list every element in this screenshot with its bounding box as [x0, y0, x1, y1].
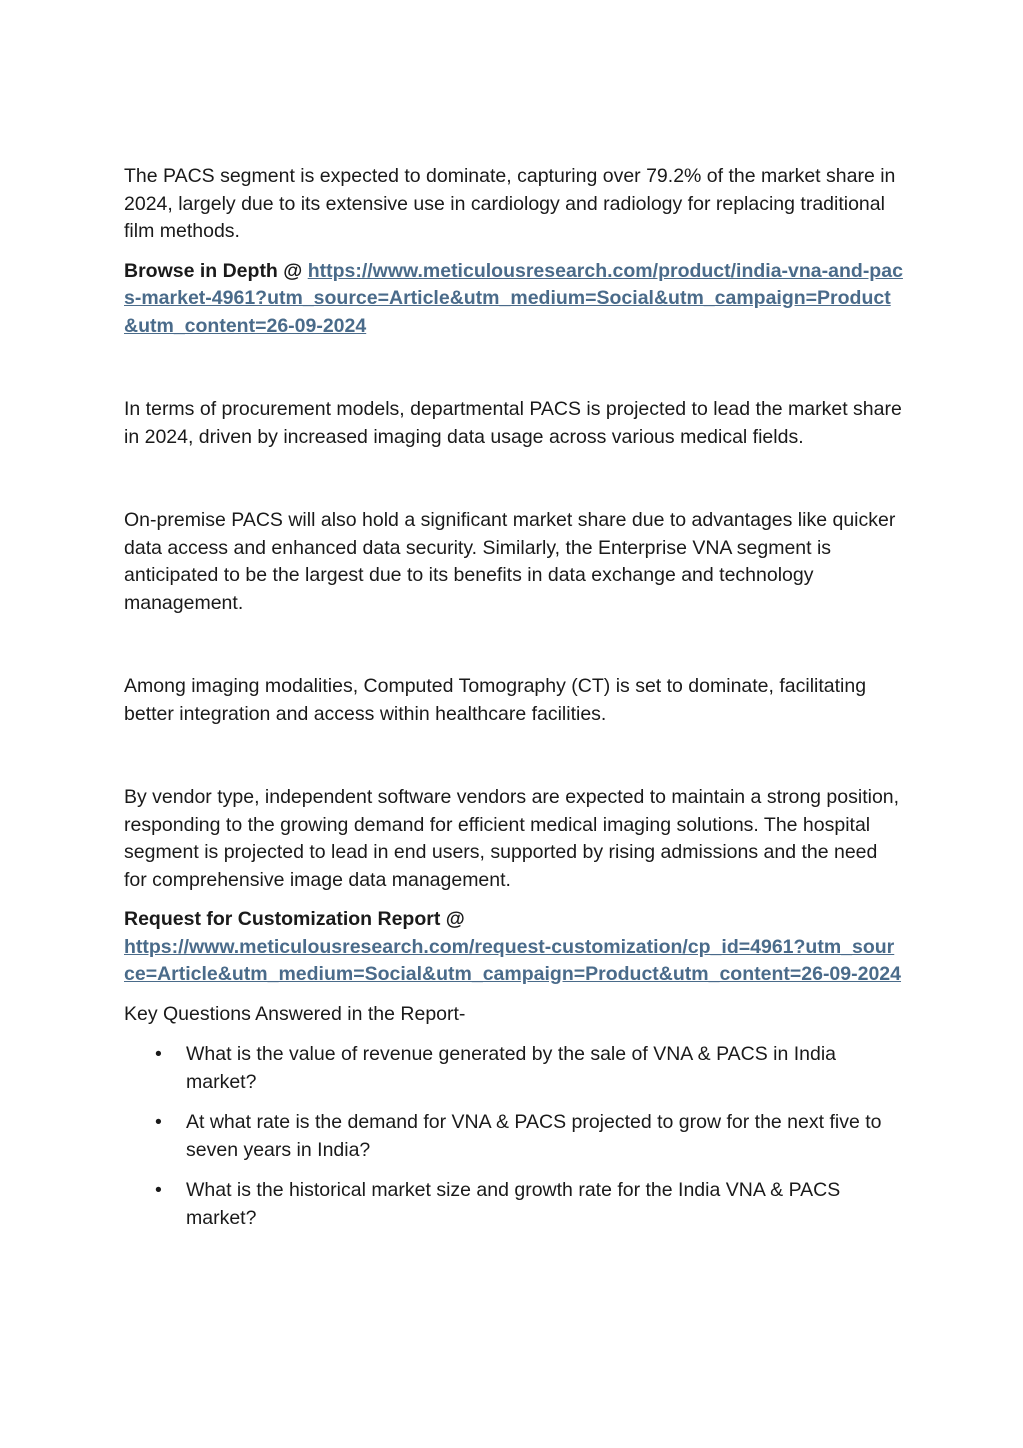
bullet-icon: •	[155, 1043, 162, 1065]
list-item	[124, 1177, 904, 1232]
customization-link[interactable]: https://www.meticulousresearch.com/request-customization/cp_id=4961?utm_source=Article&utm_medium=Social&utm_campaign=Product&utm_content=26-09-2024	[124, 935, 902, 985]
browse-label: Browse in Depth @	[124, 259, 308, 282]
question-text: What is the value of revenue generated by the sale of VNA & PACS in India market?	[186, 1043, 837, 1093]
key-questions-list	[124, 1041, 904, 1232]
question-text: What is the historical market size and growth rate for the India VNA & PACS market?	[186, 1179, 841, 1229]
request-customization	[124, 906, 904, 989]
paragraph-on-premise: On-premise PACS will also hold a significant market share due to advantages like quicker data access and enhanced data security. Similarly, the Enterprise VNA segment is anticipated to be the largest due to its benefits in data exchange and technology management.	[124, 509, 896, 614]
paragraph-procurement: In terms of procurement models, departmental PACS is projected to lead the market share in 2024, driven by increased imaging data usage across various medical fields.	[124, 398, 902, 448]
document-page	[124, 163, 904, 1232]
paragraph-pacs-segment: The PACS segment is expected to dominate, capturing over 79.2% of the market share in 2024, largely due to its extensive use in cardiology and radiology for replacing traditional film methods.	[124, 165, 896, 242]
customization-label: Request for Customization Report @	[124, 908, 465, 930]
question-text: At what rate is the demand for VNA & PACS projected to grow for the next five to seven years in India?	[186, 1111, 882, 1161]
key-questions-heading: Key Questions Answered in the Report-	[124, 1002, 466, 1025]
bullet-icon: •	[155, 1111, 162, 1133]
paragraph-imaging-modalities: Among imaging modalities, Computed Tomography (CT) is set to dominate, facilitating better integration and access within healthcare facilities.	[124, 675, 867, 725]
bullet-icon: •	[155, 1179, 162, 1201]
browse-in-depth	[124, 258, 904, 341]
list-item	[124, 1109, 904, 1164]
list-item	[124, 1041, 904, 1096]
browse-link[interactable]: https://www.meticulousresearch.com/product/india-vna-and-pacs-market-4961?utm_source=Article&utm_medium=Social&utm_campaign=Product&utm_content=26-09-2024	[124, 259, 903, 337]
paragraph-vendor-type: By vendor type, independent software vendors are expected to maintain a strong position, responding to the growing demand for efficient medical imaging solutions. The hospital segment is projected to lead in end users, supported by rising admissions and the need for comprehensive image data management.	[124, 786, 900, 891]
